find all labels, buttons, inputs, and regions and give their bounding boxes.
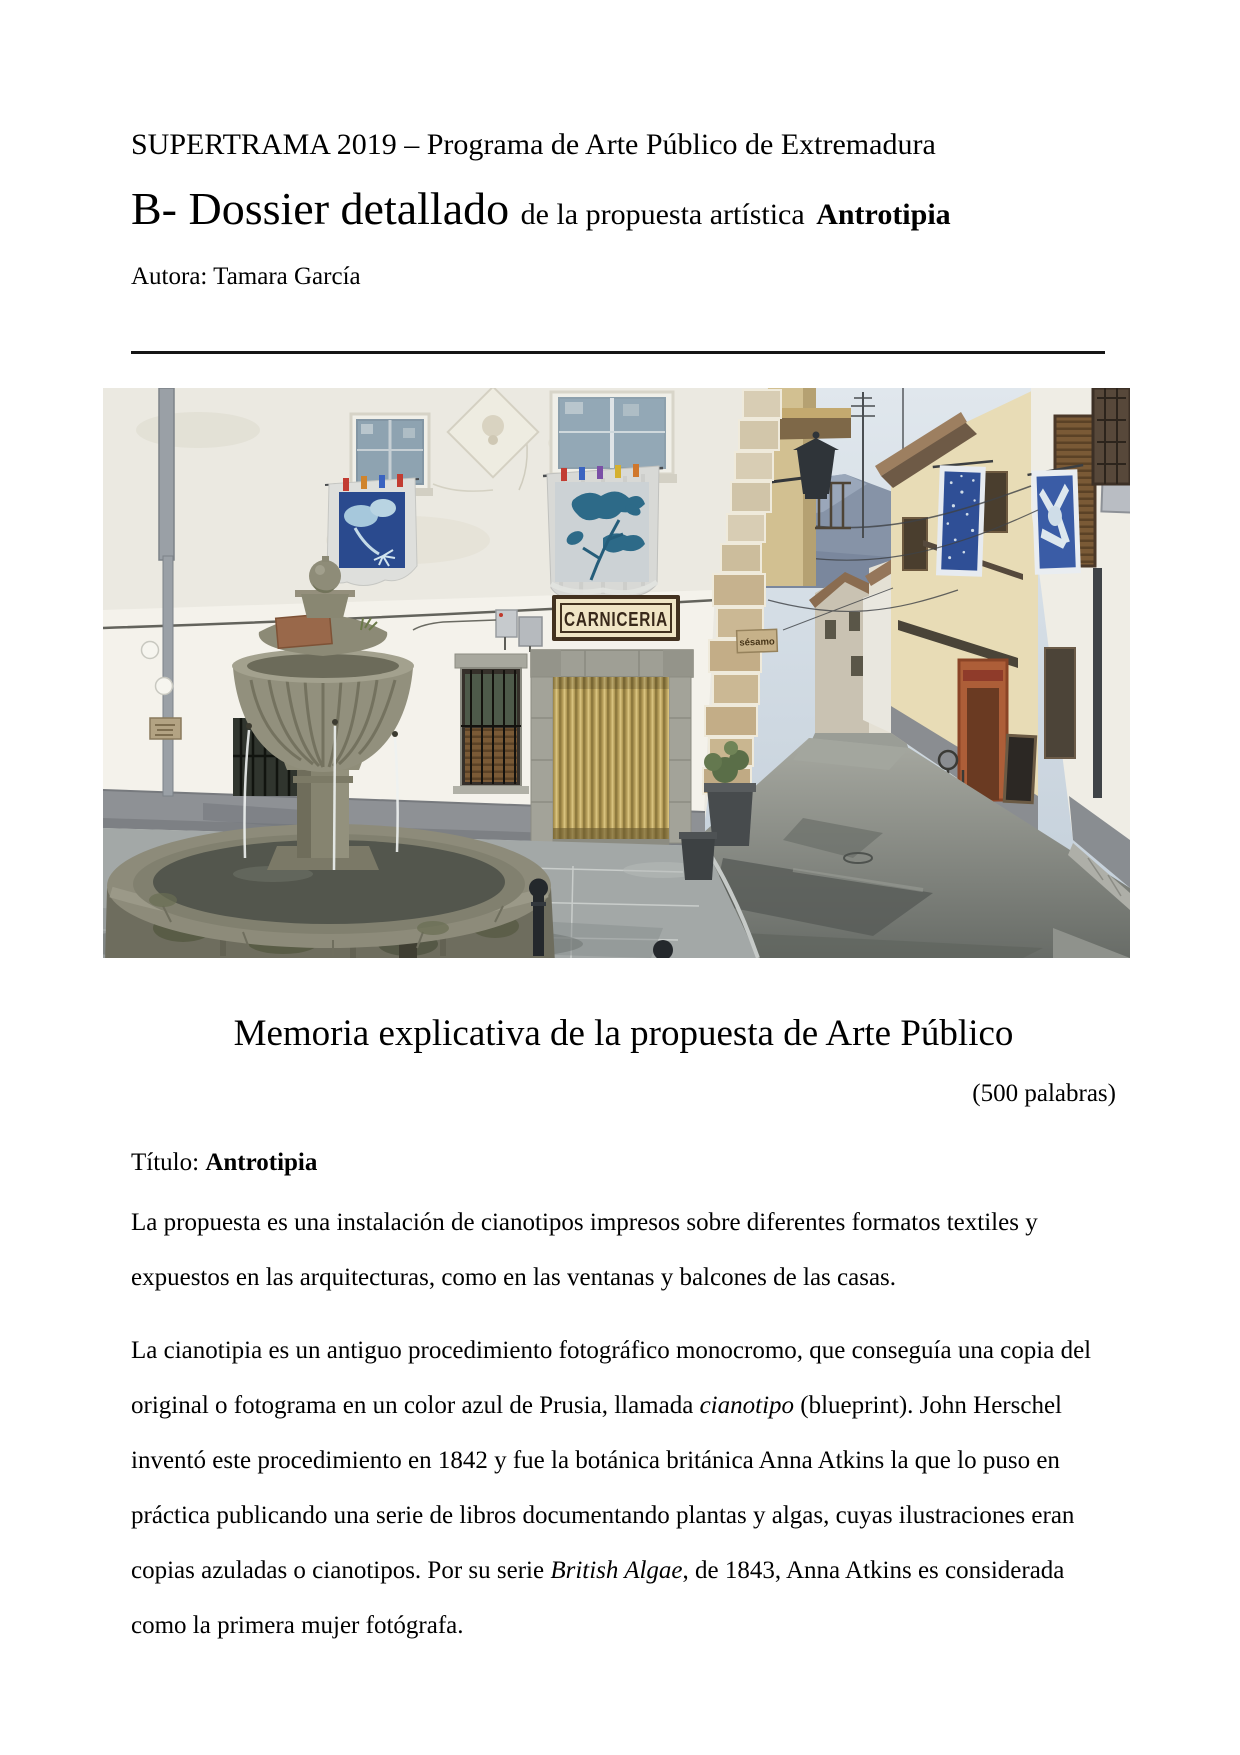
paragraph-2	[131, 1323, 1116, 1653]
grilled-window	[453, 654, 529, 794]
paragraph-2-italic-cianotipo: cianotipo	[699, 1392, 795, 1419]
paragraph-2-text-b: (blueprint). John Herschel inventó este procedimiento en 1842 y fue la botánica británica Anna Atkins la que lo puso en práctica publicando una serie de libros documentando plantas y algas, cuyas ilustraciones eran copias azuladas o cianotipos. Por su serie	[131, 1392, 1075, 1584]
street-photo	[103, 388, 1130, 958]
street-name-plaque	[150, 718, 181, 739]
memoria-heading: Memoria explicativa de la propuesta de Arte Público	[233, 1013, 1014, 1054]
strip-curtain	[553, 677, 669, 839]
paragraph-2-italic-british-algae: British Algae	[550, 1557, 683, 1584]
section-divider	[131, 351, 1105, 354]
menu-chalkboard	[1004, 735, 1035, 802]
author-line: Autora: Tamara García	[131, 263, 361, 290]
titulo-line	[131, 1148, 1116, 1177]
word-count: (500 palabras)	[972, 1080, 1116, 1107]
cyanotype-banner-foliage	[543, 464, 663, 600]
page-title	[131, 183, 1116, 238]
paragraph-2-text-a: La cianotipia es un antiguo procedimiento fotográfico monocromo, que conseguía una copia del original o fotograma en un color azul de Prusia, llamada	[131, 1337, 1092, 1419]
doc-title-keyword: Antrotipia	[816, 198, 951, 231]
paragraph-2-text-c: , de 1843, Anna Atkins es considerada como la primera mujer fotógrafa.	[131, 1557, 1065, 1639]
paragraph-1: La propuesta es una instalación de cianotipos impresos sobre diferentes formatos textiles y expuestos en las arquitecturas, como en las ventanas y balcones de las casas.	[131, 1209, 1038, 1291]
carniceria-doorway	[531, 650, 693, 845]
carniceria-sign	[552, 595, 680, 641]
titulo-value: Antrotipia	[205, 1149, 318, 1176]
doc-title-sub: de la propuesta artística	[520, 198, 805, 231]
doc-header: SUPERTRAMA 2019 – Programa de Arte Público de Extremadura	[131, 128, 936, 161]
sesamo-sign-text: sésamo	[739, 636, 775, 649]
doc-title-main: B- Dossier detallado	[131, 183, 510, 234]
sesamo-sign	[737, 629, 778, 652]
carniceria-sign-text: CARNICERIA	[564, 609, 668, 631]
titulo-label: Título:	[131, 1149, 200, 1176]
street-photo-canvas	[103, 388, 1130, 958]
